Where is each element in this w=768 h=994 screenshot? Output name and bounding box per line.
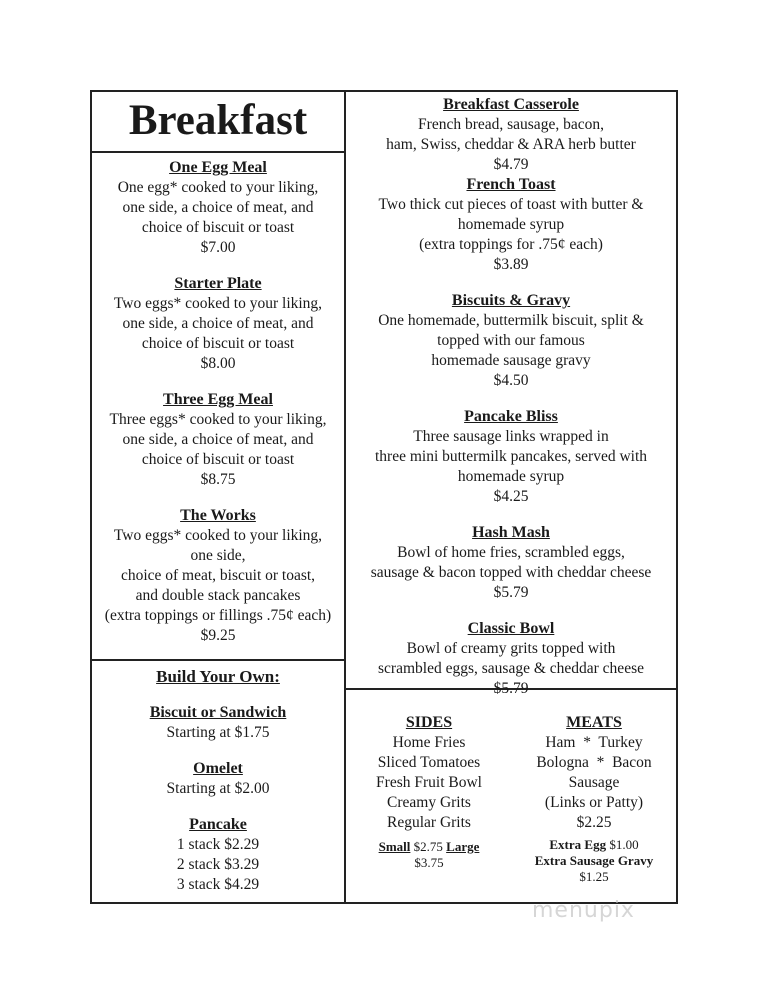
menu-item-desc: three mini buttermilk pancakes, served with <box>374 448 648 465</box>
menu-item <box>92 759 344 799</box>
menu-item-desc: topped with our famous <box>437 332 585 349</box>
menu-item-desc: homemade sausage gravy <box>431 352 591 369</box>
side-item: Regular Grits <box>387 814 471 831</box>
menu-item-desc: Three eggs* cooked to your liking, <box>109 411 327 428</box>
extra-egg-price: $1.00 <box>609 837 639 852</box>
extra-gravy-label <box>512 853 676 869</box>
menu-item-desc: homemade syrup <box>457 216 565 233</box>
menu-item-desc: ham, Swiss, cheddar & ARA herb butter <box>386 136 636 153</box>
sides-size-prices <box>354 839 504 855</box>
menu-item-desc: one side, a choice of meat, and <box>122 315 314 332</box>
meat-price: $2.25 <box>576 814 612 831</box>
menu-item-desc: Two eggs* cooked to your liking, <box>113 295 323 312</box>
menu-item-name: Classic Bowl <box>467 620 555 637</box>
page-title: Breakfast <box>128 97 308 144</box>
menu-item-price: $5.79 <box>493 584 529 601</box>
menu-item-desc: choice of meat, biscuit or toast, <box>120 567 316 584</box>
small-price: $2.75 <box>413 839 443 854</box>
menu-item-name: The Works <box>180 507 256 524</box>
menu-item-price: $9.25 <box>200 627 236 644</box>
build-your-own-heading: Build Your Own: <box>156 667 280 686</box>
menu-item-price: $8.75 <box>200 471 236 488</box>
meat-item: (Links or Patty) <box>544 794 644 811</box>
menu-item <box>92 274 344 374</box>
meat-item: Ham * Turkey <box>545 734 643 751</box>
right-menu-column <box>346 95 676 699</box>
sides-section <box>354 713 504 871</box>
menu-item-desc: Two thick cut pieces of toast with butter & <box>378 196 644 213</box>
menu-item-desc: one side, <box>190 547 246 564</box>
menu-item-desc: homemade syrup <box>457 468 565 485</box>
menu-item <box>346 407 676 507</box>
menu-item-price: Starting at $1.75 <box>166 724 270 741</box>
menu-item <box>92 703 344 743</box>
menu-item-desc: and double stack pancakes <box>135 587 301 604</box>
menu-item-price: 3 stack $4.29 <box>176 876 260 893</box>
menu-item-name: Three Egg Meal <box>163 391 273 408</box>
menu-item-desc: (extra toppings or fillings .75¢ each) <box>104 607 332 624</box>
build-your-own-section <box>92 667 344 895</box>
menu-item-desc: one side, a choice of meat, and <box>122 199 314 216</box>
menu-item-name: One Egg Meal <box>169 159 267 176</box>
side-item: Creamy Grits <box>387 794 471 811</box>
menu-item-price: $4.50 <box>493 372 529 389</box>
menu-item-desc: Bowl of creamy grits topped with <box>406 640 616 657</box>
menu-item-desc: choice of biscuit or toast <box>141 451 295 468</box>
side-item: Fresh Fruit Bowl <box>376 774 482 791</box>
menu-item-name: Biscuit or Sandwich <box>149 704 287 721</box>
watermark-logo: menupix <box>532 898 635 923</box>
menu-item-desc: Bowl of home fries, scrambled eggs, <box>397 544 625 561</box>
menu-item-name: French Toast <box>466 176 556 193</box>
left-menu-column <box>92 158 344 662</box>
small-label: Small <box>378 839 411 854</box>
menu-item-name: Breakfast Casserole <box>443 96 579 113</box>
menu-item <box>92 158 344 258</box>
menu-item-desc: scrambled eggs, sausage & cheddar cheese <box>378 660 644 677</box>
menu-item-name: Biscuits & Gravy <box>451 292 571 309</box>
meats-section <box>512 713 676 885</box>
extra-gravy-price: $1.25 <box>579 869 609 884</box>
menu-item-desc: Two eggs* cooked to your liking, <box>113 527 323 544</box>
meats-heading: MEATS <box>566 714 622 731</box>
menu-item-desc: choice of biscuit or toast <box>141 219 295 236</box>
title-divider <box>90 151 346 153</box>
menu-item-desc: one side, a choice of meat, and <box>122 431 314 448</box>
menu-item-desc: Three sausage links wrapped in <box>413 428 609 445</box>
menu-item-name: Omelet <box>193 760 243 777</box>
large-label: Large <box>446 839 480 854</box>
menu-item-desc: One homemade, buttermilk biscuit, split & <box>378 312 644 329</box>
sides-heading: SIDES <box>405 714 453 731</box>
menu-item-desc: sausage & bacon topped with cheddar cheese <box>370 564 652 581</box>
menu-item-desc: choice of biscuit or toast <box>141 335 295 352</box>
menu-item-price: $7.00 <box>200 239 236 256</box>
menu-item-price: Starting at $2.00 <box>166 780 270 797</box>
menu-item-price: $4.79 <box>493 156 529 173</box>
extra-egg-label: Extra Egg <box>549 837 607 852</box>
menu-item-name: Starter Plate <box>174 275 262 292</box>
meat-item: Sausage <box>568 774 620 791</box>
menu-item <box>346 95 676 175</box>
menu-item-name: Pancake Bliss <box>464 408 558 425</box>
menu-item <box>346 523 676 603</box>
menu-item <box>346 619 676 699</box>
menu-item-name: Pancake <box>189 816 247 833</box>
side-item: Sliced Tomatoes <box>377 754 481 771</box>
menu-item-price: $4.25 <box>493 488 529 505</box>
menu-item-price: 2 stack $3.29 <box>176 856 260 873</box>
extra-gravy-text: Extra Sausage Gravy <box>534 853 654 868</box>
menu-item <box>346 291 676 391</box>
side-item: Home Fries <box>392 734 466 751</box>
menu-item-name: Hash Mash <box>472 524 550 541</box>
menu-item <box>92 815 344 895</box>
meat-item: Bologna * Bacon <box>536 754 652 771</box>
menu-item-price: $8.00 <box>200 355 236 372</box>
menu-item-desc: (extra toppings for .75¢ each) <box>419 236 603 253</box>
extra-egg <box>512 837 676 853</box>
menu-item <box>92 390 344 490</box>
menu-item <box>346 175 676 275</box>
menu-item-desc: One egg* cooked to your liking, <box>117 179 319 196</box>
large-price: $3.75 <box>414 855 444 870</box>
menu-item-price: $5.79 <box>493 680 529 697</box>
menu-item-desc: French bread, sausage, bacon, <box>418 116 604 133</box>
menu-item-price: 1 stack $2.29 <box>176 836 260 853</box>
menu-item-price: $3.89 <box>493 256 529 273</box>
menu-item <box>92 506 344 646</box>
